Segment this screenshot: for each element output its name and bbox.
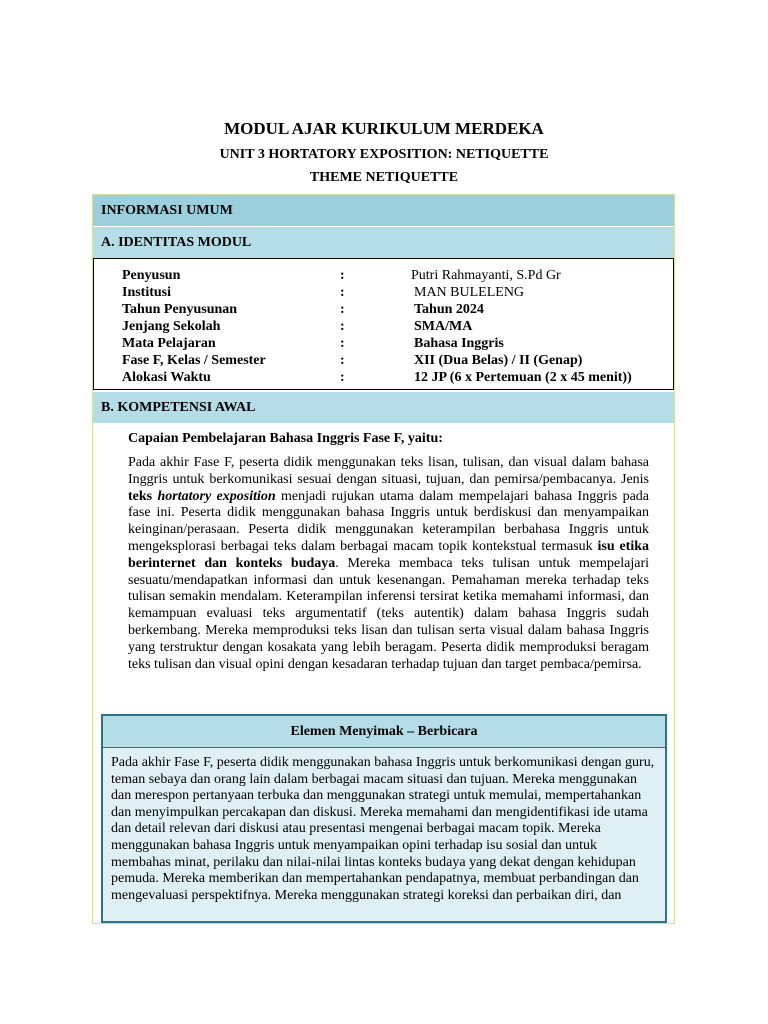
capaian-text: . Mereka membaca teks tulisan untuk mempelajari sesuatu/mendapatkan informasi dan untuk kesenangan. Pemahaman mereka terhadap teks tulisan semakin mendalam. Keterampilan inferensi tersirat ketika memahami informasi, dan kemampuan evaluasi teks argumentatif (teks autentik) dalam bahasa Inggris sudah berkembang. Mereka memproduksi teks lisan dan tulisan serta visual dalam bahasa Inggris yang terstruktur dengan kosakata yang lebih beragam. Peserta didik memproduksi beragam teks tulisan dan visual opini dengan kesadaran terhadap tujuan dan target pembaca/pemirsa.: [128, 555, 649, 672]
capaian-bold-italic-term: hortatory exposition: [157, 488, 276, 504]
identitas-label: Alokasi Waktu: [122, 370, 211, 385]
capaian-bold-teks: teks: [128, 488, 158, 504]
elemen-heading: Elemen Menyimak – Berbicara: [103, 716, 665, 748]
section-kompetensi-awal: B. KOMPETENSI AWAL: [93, 392, 674, 423]
capaian-bold-topic: isu etika berinternet dan konteks budaya: [128, 538, 649, 571]
identitas-value: Putri Rahmayanti, S.Pd Gr: [411, 268, 561, 283]
identitas-value: MAN BULELENG: [414, 285, 525, 300]
section-informasi-umum: INFORMASI UMUM: [93, 195, 674, 226]
identitas-label: Jenjang Sekolah: [122, 319, 221, 334]
document-title: MODUL AJAR KURIKULUM MERDEKA: [224, 119, 544, 138]
identitas-label: Mata Pelajaran: [122, 336, 216, 351]
identitas-value: XII (Dua Belas) / II (Genap): [414, 353, 583, 368]
unit-title: UNIT 3 HORTATORY EXPOSITION: NETIQUETTE: [219, 147, 549, 162]
identitas-row: [122, 284, 682, 301]
identitas-separator: :: [340, 285, 345, 300]
identitas-separator: :: [340, 302, 345, 317]
identitas-separator: :: [340, 268, 345, 283]
identitas-separator: :: [340, 353, 345, 368]
identitas-value: SMA/MA: [414, 319, 473, 334]
identitas-separator: :: [340, 336, 345, 351]
identitas-label: Penyusun: [122, 268, 181, 283]
capaian-heading: Capaian Pembelajaran Bahasa Inggris Fase F, yaitu:: [128, 431, 443, 446]
capaian-paragraph: [128, 455, 649, 673]
elemen-body: Pada akhir Fase F, peserta didik menggunakan bahasa Inggris untuk berkomunikasi dengan guru, teman sebaya dan orang lain dalam berbagai macam situasi dan tujuan. Mereka menggunakan dan merespon pertanyaan terbuka dan menggunakan strategi untuk memulai, mempertahankan dan menyimpulkan percakapan dan diskusi. Mereka memahami dan mengidentifikasi ide utama dan detail relevan dari diskusi atau presentasi mengenai berbagai macam topik. Mereka menggunakan bahasa Inggris untuk menyampaikan opini terhadap isu sosial dan untuk membahas minat, perilaku dan nilai-nilai lintas konteks budaya yang dekat dengan kehidupan pemuda. Mereka memberikan dan mempertahankan pendapatnya, membuat perbandingan dan mengevaluasi perspektifnya. Mereka menggunakan strategi koreksi dan perbaikan diri, dan: [111, 755, 655, 903]
elemen-box: [101, 714, 667, 923]
theme-title: THEME NETIQUETTE: [309, 170, 459, 185]
identitas-row: [122, 335, 682, 352]
identitas-row: [122, 301, 682, 318]
identitas-row: [122, 267, 682, 284]
capaian-text: Pada akhir Fase F, peserta didik menggunakan teks lisan, tulisan, dan visual dalam bahasa Inggris untuk berkomunikasi sesuai dengan situasi, tujuan, dan pemirsa/pembacanya. Jenis: [128, 455, 649, 487]
identitas-table: [93, 258, 674, 390]
section-identitas-modul: A. IDENTITAS MODUL: [93, 227, 674, 258]
identitas-row: [122, 369, 682, 386]
capaian-text: menjadi rujukan utama dalam mempelajari bahasa Inggris pada fase ini. Peserta didik menggunakan bahasa Inggris untuk berdiskusi dan menyampaikan keinginan/perasaan. Peserta didik menggunakan keterampilan berbahasa Inggris untuk mengeksplorasi berbagai teks dalam berbagai macam topik kontekstual termasuk: [128, 488, 650, 554]
identitas-separator: :: [340, 370, 345, 385]
identitas-value: Bahasa Inggris: [414, 336, 504, 351]
identitas-row: [122, 318, 682, 335]
identitas-label: Fase F, Kelas / Semester: [122, 353, 266, 368]
identitas-separator: :: [340, 319, 345, 334]
identitas-label: Institusi: [122, 285, 172, 300]
identitas-value: Tahun 2024: [414, 302, 484, 317]
identitas-value: 12 JP (6 x Pertemuan (2 x 45 menit)): [414, 370, 632, 385]
identitas-label: Tahun Penyusunan: [122, 302, 238, 317]
identitas-row: [122, 352, 682, 369]
